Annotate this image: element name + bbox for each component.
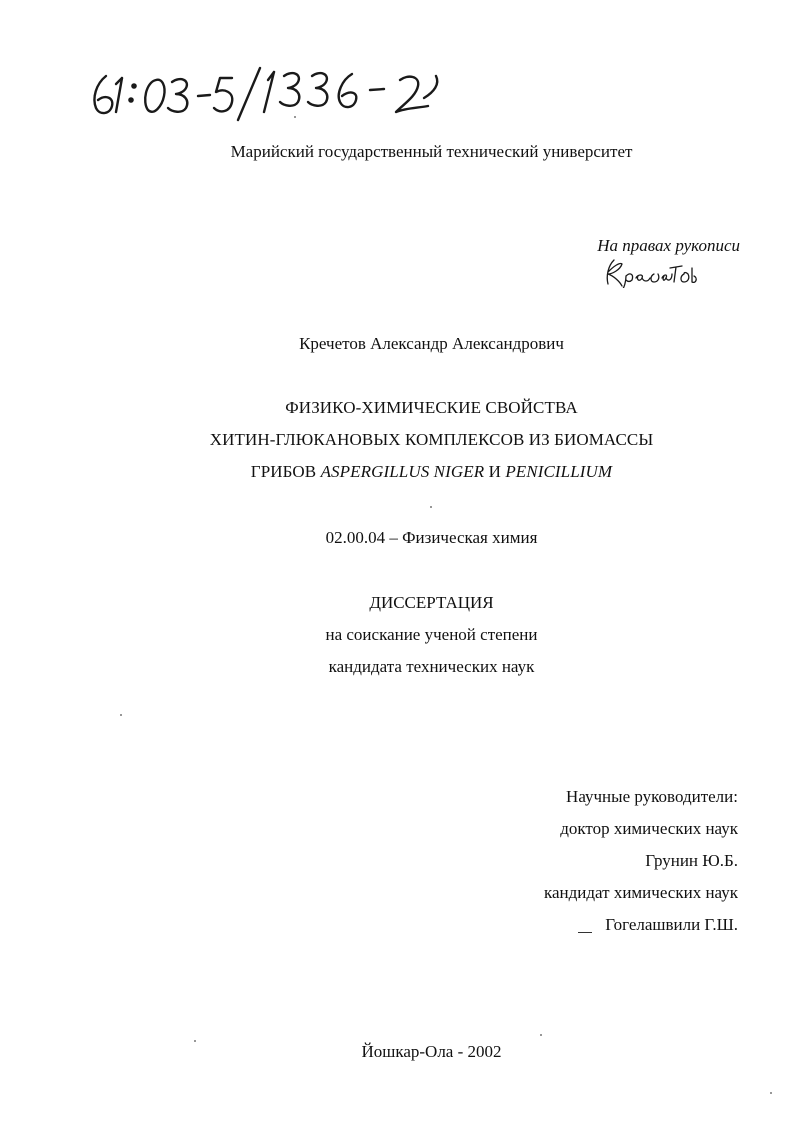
scan-mark: [578, 932, 592, 933]
scan-speck: [120, 714, 122, 716]
title-species-penicillium: PENICILLIUM: [505, 462, 613, 481]
scan-speck: [294, 116, 296, 118]
dissertation-title-line-3: [35, 462, 793, 482]
title-line3-conjunction: И: [484, 462, 506, 481]
author-name: Кречетов Александр Александрович: [299, 334, 564, 353]
manuscript-rights-label: На правах рукописи: [597, 236, 740, 255]
dissertation-title-line-1: ФИЗИКО-ХИМИЧЕСКИЕ СВОЙСТВА: [285, 398, 578, 417]
dissertation-purpose: на соискание ученой степени: [325, 625, 538, 644]
supervisor-2-degree: кандидат химических наук: [544, 883, 738, 902]
supervisor-1-degree: доктор химических наук: [560, 819, 738, 838]
supervisor-2-name: Гогелашвили Г.Ш.: [605, 915, 738, 934]
handwritten-code-text: 61: 03-5/1336-2: [88, 62, 95, 63]
handwritten-catalog-number: [88, 62, 458, 122]
scan-speck: [194, 1040, 196, 1042]
university-name: Марийский государственный технический университет: [230, 142, 633, 161]
title-species-aspergillus: ASPERGILLUS NIGER: [320, 462, 485, 481]
signature-text: Кречетов: [600, 256, 604, 257]
dissertation-degree: кандидата технических наук: [328, 657, 535, 676]
dissertation-title-line-2: ХИТИН-ГЛЮКАНОВЫХ КОМПЛЕКСОВ ИЗ БИОМАССЫ: [209, 430, 654, 449]
city-and-year: Йошкар-Ола - 2002: [361, 1042, 502, 1061]
specialty-code: 02.00.04 – Физическая химия: [325, 528, 538, 547]
author-signature: [600, 256, 700, 288]
supervisor-1-name: Грунин Ю.Б.: [645, 851, 738, 870]
title-line3-prefix: ГРИБОВ: [250, 462, 321, 481]
dissertation-type: ДИССЕРТАЦИЯ: [369, 593, 494, 612]
scan-speck: [430, 506, 432, 508]
scan-speck: [540, 1034, 542, 1036]
supervisors-heading: Научные руководители:: [566, 787, 738, 806]
scan-speck: [770, 1092, 772, 1094]
